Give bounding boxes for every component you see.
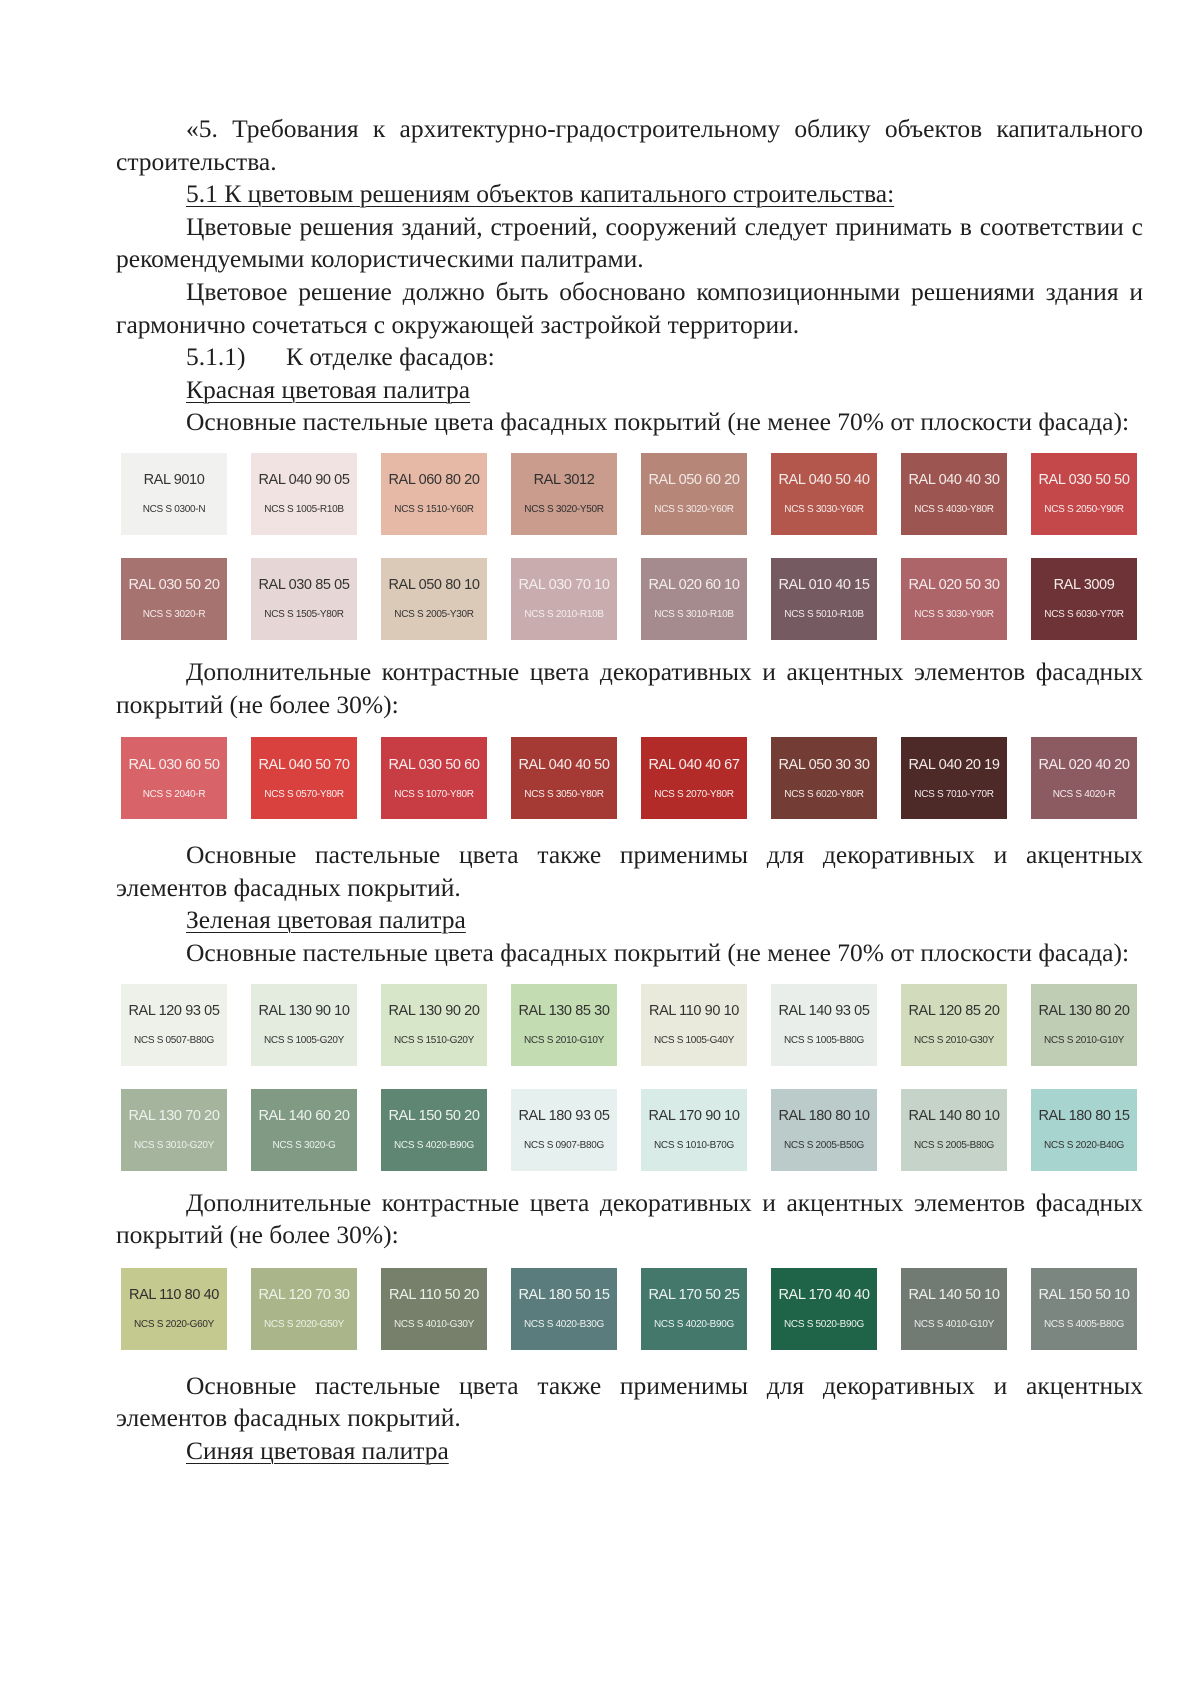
swatch-ral-code: RAL 030 70 10	[518, 577, 610, 594]
red-palette-title: Красная цветовая палитра	[186, 374, 471, 404]
swatch-ncs-code: NCS S 4030-Y80R	[914, 504, 994, 516]
swatch-ncs-code: NCS S 2005-B80G	[914, 1140, 994, 1151]
green-palette-title: Зеленая цветовая палитра	[186, 905, 466, 935]
swatch-ncs-code: NCS S 3010-R10B	[654, 609, 734, 621]
swatch-ncs-code: NCS S 1005-G40Y	[654, 1035, 734, 1046]
color-swatch	[771, 1089, 877, 1171]
swatch-ncs-code: NCS S 3020-Y50R	[524, 504, 604, 516]
swatch-ral-code: RAL 110 50 20	[389, 1287, 479, 1304]
swatch-ral-code: RAL 140 60 20	[258, 1108, 350, 1124]
swatch-ncs-code: NCS S 4005-B80G	[1044, 1319, 1124, 1331]
swatch-ral-code: RAL 180 93 05	[518, 1108, 610, 1124]
blue-palette-title: Синяя цветовая палитра	[186, 1435, 449, 1465]
color-swatch	[1031, 453, 1137, 535]
swatch-ncs-code: NCS S 2020-B40G	[1044, 1140, 1124, 1151]
swatch-ral-code: RAL 010 40 15	[778, 577, 870, 594]
color-swatch	[511, 1268, 617, 1350]
color-swatch	[771, 558, 877, 640]
swatch-ncs-code: NCS S 3050-Y80R	[524, 788, 604, 800]
swatch-ncs-code: NCS S 3020-R	[142, 609, 206, 621]
swatch-ral-code: RAL 040 40 30	[908, 472, 1000, 489]
swatch-ncs-code: NCS S 0907-B80G	[524, 1140, 604, 1151]
swatch-ral-code: RAL 130 85 30	[518, 1003, 610, 1019]
swatch-ral-code: RAL 140 80 10	[908, 1108, 1000, 1124]
swatch-ral-code: RAL 030 60 50	[128, 756, 220, 773]
swatch-ral-code: RAL 040 50 70	[258, 756, 350, 773]
green-main-intro: Основные пастельные цвета фасадных покрытий (не менее 70% от плоскости фасада):	[186, 937, 1130, 967]
swatch-ncs-code: NCS S 2010-G10Y	[1044, 1035, 1124, 1046]
swatch-ral-code: RAL 050 80 10	[388, 577, 480, 594]
swatch-ncs-code: NCS S 4010-G10Y	[914, 1319, 994, 1331]
swatch-ral-code: RAL 3009	[1053, 577, 1115, 594]
swatch-ral-code: RAL 130 80 20	[1038, 1003, 1130, 1019]
swatch-ral-code: RAL 040 50 40	[778, 472, 870, 489]
color-swatch	[121, 984, 227, 1066]
red-main-swatch-grid	[121, 453, 1143, 640]
swatch-ral-code: RAL 170 50 25	[648, 1287, 740, 1304]
swatch-ncs-code: NCS S 2010-G30Y	[914, 1035, 994, 1046]
color-swatch	[641, 1089, 747, 1171]
swatch-ral-code: RAL 110 80 40	[129, 1287, 219, 1304]
subsection-title: К отделке фасадов:	[286, 342, 495, 372]
swatch-ral-code: RAL 030 50 20	[128, 577, 220, 594]
swatch-ral-code: RAL 120 93 05	[128, 1003, 220, 1019]
swatch-ral-code: RAL 120 85 20	[908, 1003, 1000, 1019]
swatch-ncs-code: NCS S 4020-B30G	[524, 1319, 604, 1331]
swatch-ncs-code: NCS S 3020-Y60R	[654, 504, 734, 516]
swatch-ncs-code: NCS S 2005-B50G	[784, 1140, 864, 1151]
green-main-swatch-grid	[121, 984, 1143, 1171]
swatch-ncs-code: NCS S 2040-R	[142, 788, 206, 800]
swatch-ncs-code: NCS S 4010-G30Y	[394, 1319, 474, 1331]
paragraph-color-solutions: Цветовые решения зданий, строений, сооружений следует принимать в соответствии с рекомендуемыми колористическими палитрами.	[116, 211, 1143, 274]
color-swatch	[381, 1089, 487, 1171]
swatch-ral-code: RAL 040 90 05	[258, 472, 350, 489]
swatch-ncs-code: NCS S 1510-Y60R	[394, 504, 474, 516]
swatch-ncs-code: NCS S 1005-B80G	[784, 1035, 864, 1046]
swatch-ral-code: RAL 9010	[143, 472, 205, 489]
swatch-ncs-code: NCS S 0507-B80G	[134, 1035, 214, 1046]
color-swatch	[381, 1268, 487, 1350]
color-swatch	[511, 984, 617, 1066]
swatch-ral-code: RAL 140 50 10	[908, 1287, 1000, 1304]
subsection-number: 5.1.1)	[186, 342, 246, 372]
color-swatch	[381, 453, 487, 535]
color-swatch	[901, 1268, 1007, 1350]
section-5-heading: «5. Требования к архитектурно-градостроительному облику объектов капитального строительства.	[116, 114, 1143, 176]
color-swatch	[121, 1268, 227, 1350]
swatch-ral-code: RAL 130 90 10	[258, 1003, 350, 1019]
color-swatch	[1031, 737, 1137, 819]
color-swatch	[771, 453, 877, 535]
swatch-ncs-code: NCS S 1070-Y80R	[394, 788, 474, 800]
swatch-ral-code: RAL 050 60 20	[648, 472, 740, 489]
color-swatch	[511, 1089, 617, 1171]
swatch-ncs-code: NCS S 2010-G10Y	[524, 1035, 604, 1046]
swatch-ncs-code: NCS S 4020-B90G	[654, 1319, 734, 1331]
color-swatch	[901, 453, 1007, 535]
color-swatch	[1031, 1089, 1137, 1171]
swatch-ncs-code: NCS S 4020-R	[1052, 788, 1116, 800]
paragraph-color-justification: Цветовое решение должно быть обосновано композиционными решениями здания и гармонично сочетаться с окружающей застройкой территории.	[116, 276, 1143, 339]
swatch-ral-code: RAL 020 50 30	[908, 577, 1000, 594]
green-accent-swatch-grid	[121, 1268, 1143, 1350]
swatch-ral-code: RAL 040 20 19	[908, 756, 1000, 773]
color-swatch	[641, 453, 747, 535]
swatch-ncs-code: NCS S 5010-R10B	[784, 609, 864, 621]
color-swatch	[251, 558, 357, 640]
color-swatch	[251, 1089, 357, 1171]
swatch-ncs-code: NCS S 3030-Y90R	[914, 609, 994, 621]
swatch-ral-code: RAL 040 40 67	[648, 756, 740, 773]
subsection-5-1-heading: 5.1 К цветовым решениям объектов капитального строительства:	[186, 179, 895, 209]
swatch-ral-code: RAL 150 50 10	[1038, 1287, 1130, 1304]
swatch-ncs-code: NCS S 3010-G20Y	[134, 1140, 214, 1151]
swatch-ncs-code: NCS S 4020-B90G	[394, 1140, 474, 1151]
swatch-ncs-code: NCS S 6030-Y70R	[1044, 609, 1124, 621]
green-note: Основные пастельные цвета также применимы для декоративных и акцентных элементов фасадных покрытий.	[116, 1370, 1143, 1433]
color-swatch	[641, 558, 747, 640]
swatch-ncs-code: NCS S 7010-Y70R	[914, 788, 994, 800]
color-swatch	[901, 984, 1007, 1066]
swatch-ncs-code: NCS S 2005-Y30R	[394, 609, 474, 621]
color-swatch	[901, 558, 1007, 640]
swatch-ral-code: RAL 170 90 10	[648, 1108, 740, 1124]
swatch-ral-code: RAL 030 85 05	[258, 577, 350, 594]
swatch-ral-code: RAL 3012	[533, 472, 595, 489]
swatch-ncs-code: NCS S 6020-Y80R	[784, 788, 864, 800]
color-swatch	[381, 984, 487, 1066]
swatch-ral-code: RAL 180 80 10	[778, 1108, 870, 1124]
swatch-ncs-code: NCS S 3030-Y60R	[784, 504, 864, 516]
subsection-5-1-1	[116, 341, 1143, 374]
swatch-ncs-code: NCS S 2050-Y90R	[1044, 504, 1124, 516]
swatch-ral-code: RAL 130 90 20	[388, 1003, 480, 1019]
color-swatch	[771, 737, 877, 819]
swatch-ral-code: RAL 180 80 15	[1038, 1108, 1130, 1124]
color-swatch	[511, 453, 617, 535]
swatch-ral-code: RAL 120 70 30	[258, 1287, 350, 1304]
swatch-ncs-code: NCS S 1505-Y80R	[264, 609, 344, 621]
color-swatch	[251, 1268, 357, 1350]
swatch-ncs-code: NCS S 2070-Y80R	[654, 788, 734, 800]
color-swatch	[121, 558, 227, 640]
color-swatch	[771, 984, 877, 1066]
color-swatch	[641, 737, 747, 819]
swatch-ncs-code: NCS S 0570-Y80R	[264, 788, 344, 800]
swatch-ral-code: RAL 040 40 50	[518, 756, 610, 773]
color-swatch	[121, 453, 227, 535]
swatch-ncs-code: NCS S 2010-R10B	[524, 609, 604, 621]
swatch-ral-code: RAL 140 93 05	[778, 1003, 870, 1019]
swatch-ncs-code: NCS S 1010-B70G	[654, 1140, 734, 1151]
color-swatch	[121, 1089, 227, 1171]
color-swatch	[251, 737, 357, 819]
swatch-ncs-code: NCS S 2020-G50Y	[264, 1319, 344, 1331]
color-swatch	[901, 737, 1007, 819]
swatch-ral-code: RAL 030 50 60	[388, 756, 480, 773]
swatch-ncs-code: NCS S 1005-R10B	[264, 504, 344, 516]
color-swatch	[901, 1089, 1007, 1171]
red-main-intro: Основные пастельные цвета фасадных покрытий (не менее 70% от плоскости фасада):	[186, 407, 1130, 437]
color-swatch	[381, 558, 487, 640]
swatch-ral-code: RAL 180 50 15	[518, 1287, 610, 1304]
swatch-ral-code: RAL 060 80 20	[388, 472, 480, 489]
color-swatch	[771, 1268, 877, 1350]
red-accent-intro: Дополнительные контрастные цвета декоративных и акцентных элементов фасадных покрытий (не более 30%):	[116, 656, 1143, 719]
swatch-ncs-code: NCS S 3020-G	[272, 1140, 336, 1151]
swatch-ncs-code: NCS S 1005-G20Y	[264, 1035, 344, 1046]
color-swatch	[1031, 558, 1137, 640]
swatch-ral-code: RAL 020 40 20	[1038, 756, 1130, 773]
swatch-ral-code: RAL 020 60 10	[648, 577, 740, 594]
red-note: Основные пастельные цвета также применимы для декоративных и акцентных элементов фасадных покрытий.	[116, 840, 1143, 902]
color-swatch	[1031, 1268, 1137, 1350]
green-accent-intro: Дополнительные контрастные цвета декоративных и акцентных элементов фасадных покрытий (не более 30%):	[116, 1187, 1143, 1250]
swatch-ral-code: RAL 110 90 10	[649, 1003, 739, 1019]
color-swatch	[511, 558, 617, 640]
color-swatch	[511, 737, 617, 819]
swatch-ncs-code: NCS S 1510-G20Y	[394, 1035, 474, 1046]
color-swatch	[251, 984, 357, 1066]
swatch-ral-code: RAL 170 40 40	[778, 1287, 870, 1304]
swatch-ral-code: RAL 050 30 30	[778, 756, 870, 773]
color-swatch	[641, 984, 747, 1066]
swatch-ncs-code: NCS S 5020-B90G	[784, 1319, 864, 1331]
color-swatch	[641, 1268, 747, 1350]
color-swatch	[121, 737, 227, 819]
swatch-ral-code: RAL 150 50 20	[388, 1108, 480, 1124]
red-accent-swatch-grid	[121, 737, 1143, 819]
swatch-ral-code: RAL 030 50 50	[1038, 472, 1130, 489]
swatch-ncs-code: NCS S 2020-G60Y	[134, 1319, 214, 1331]
swatch-ncs-code: NCS S 0300-N	[142, 504, 206, 516]
color-swatch	[1031, 984, 1137, 1066]
color-swatch	[251, 453, 357, 535]
swatch-ral-code: RAL 130 70 20	[128, 1108, 220, 1124]
color-swatch	[381, 737, 487, 819]
